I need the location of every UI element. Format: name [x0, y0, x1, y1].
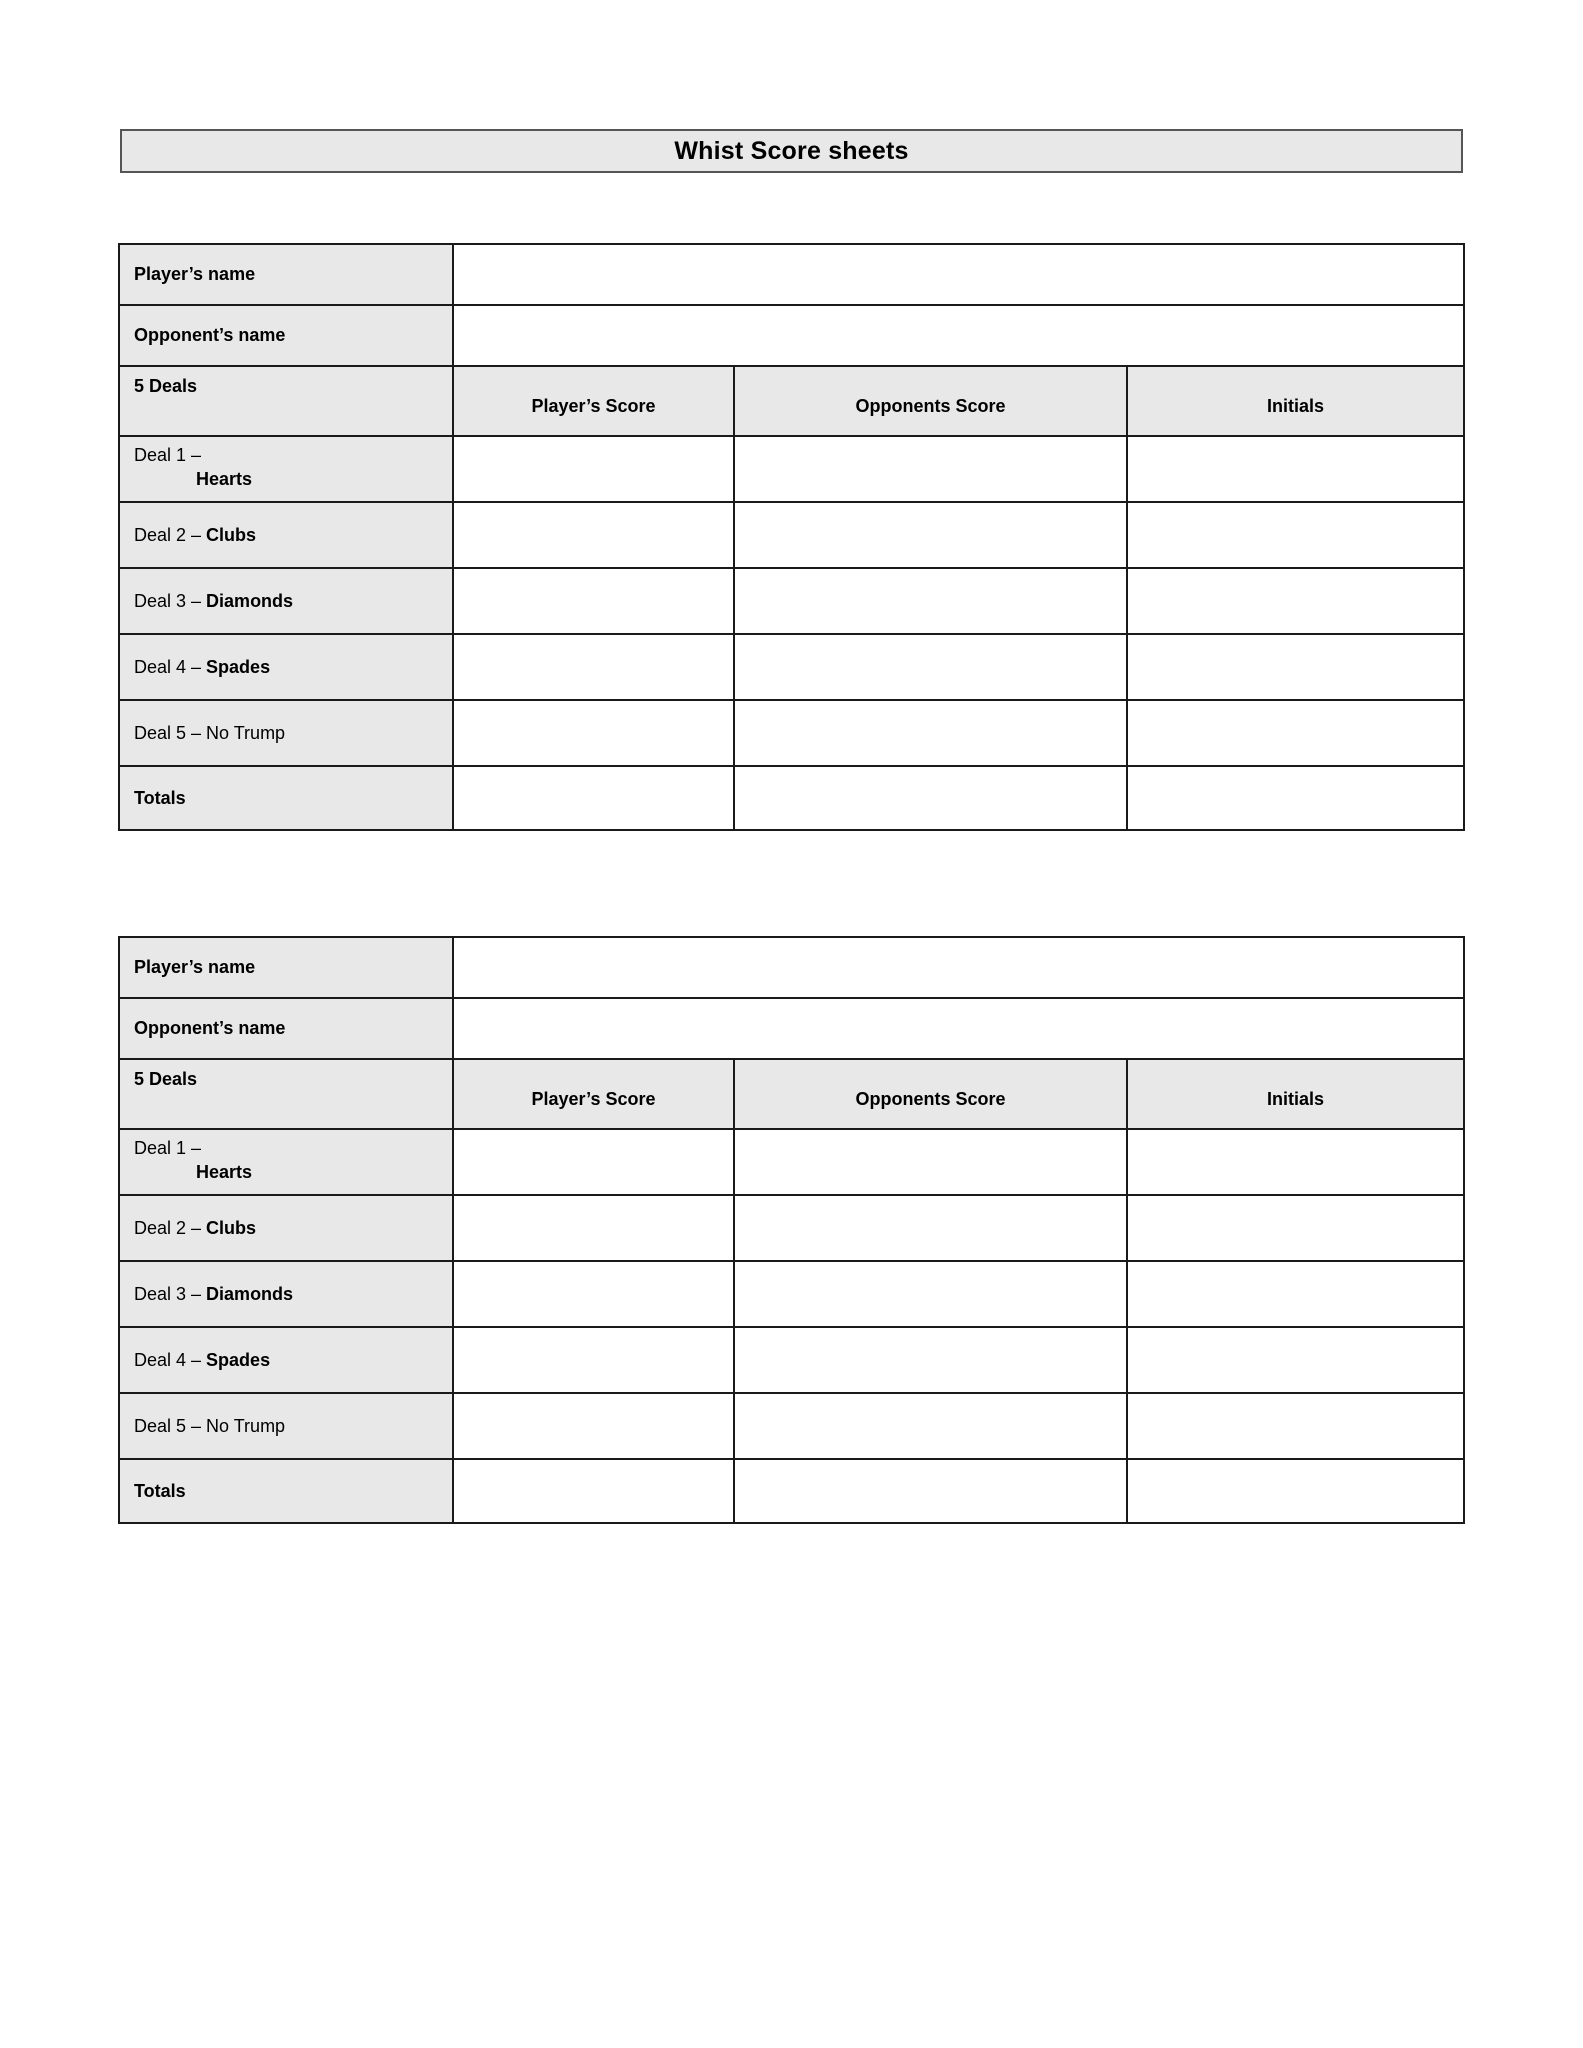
- deal-5-suit: No Trump: [206, 722, 286, 743]
- opponent-name-label: Opponent’s name: [119, 305, 453, 366]
- deal-2-prefix: Deal 2 –: [134, 524, 207, 545]
- header-initials: Initials: [1127, 1059, 1464, 1129]
- deal-row-2: [119, 502, 1464, 568]
- deal-2-label: [119, 1195, 453, 1261]
- deal-4-prefix: Deal 4 –: [134, 1349, 207, 1370]
- totals-opponents-score[interactable]: [734, 766, 1127, 830]
- deal-3-label: [119, 568, 453, 634]
- opponent-name-label: Opponent’s name: [119, 998, 453, 1059]
- player-name-input[interactable]: [453, 937, 1464, 998]
- deal-2-suit: Clubs: [206, 524, 257, 545]
- player-name-input[interactable]: [453, 244, 1464, 305]
- deal-row-3: [119, 568, 1464, 634]
- deal-2-opponents-score[interactable]: [734, 502, 1127, 568]
- deal-5-opponents-score[interactable]: [734, 700, 1127, 766]
- header-initials: Initials: [1127, 366, 1464, 436]
- deal-1-suit: Hearts: [196, 1162, 253, 1183]
- deal-3-initials[interactable]: [1127, 568, 1464, 634]
- opponent-name-row: [119, 998, 1464, 1059]
- deal-row-2: [119, 1195, 1464, 1261]
- header-opponents-score: Opponents Score: [734, 366, 1127, 436]
- page-title: Whist Score sheets: [674, 136, 909, 165]
- deal-2-initials[interactable]: [1127, 1195, 1464, 1261]
- score-sheet-table-1: [118, 243, 1465, 831]
- deal-row-5: [119, 700, 1464, 766]
- deal-4-opponents-score[interactable]: [734, 634, 1127, 700]
- deal-5-player-score[interactable]: [453, 1393, 734, 1459]
- deal-1-player-score[interactable]: [453, 1129, 734, 1195]
- deal-1-player-score[interactable]: [453, 436, 734, 502]
- deal-5-opponents-score[interactable]: [734, 1393, 1127, 1459]
- deal-3-prefix: Deal 3 –: [134, 1283, 207, 1304]
- totals-player-score[interactable]: [453, 1459, 734, 1523]
- deal-2-suit: Clubs: [206, 1217, 257, 1238]
- totals-label: Totals: [119, 1459, 453, 1523]
- column-header-row: [119, 1059, 1464, 1129]
- deal-1-prefix: Deal 1 –: [134, 445, 202, 465]
- deal-4-label: [119, 1327, 453, 1393]
- deal-3-opponents-score[interactable]: [734, 568, 1127, 634]
- deal-4-player-score[interactable]: [453, 634, 734, 700]
- player-name-label: Player’s name: [119, 937, 453, 998]
- document-title-banner: [120, 129, 1463, 173]
- column-header-row: [119, 366, 1464, 436]
- totals-row: [119, 766, 1464, 830]
- deal-row-5: [119, 1393, 1464, 1459]
- deal-2-initials[interactable]: [1127, 502, 1464, 568]
- deal-5-prefix: Deal 5 –: [134, 722, 207, 743]
- opponent-name-input[interactable]: [453, 305, 1464, 366]
- player-name-label: Player’s name: [119, 244, 453, 305]
- totals-opponents-score[interactable]: [734, 1459, 1127, 1523]
- deal-3-initials[interactable]: [1127, 1261, 1464, 1327]
- header-opponents-score: Opponents Score: [734, 1059, 1127, 1129]
- deal-5-player-score[interactable]: [453, 700, 734, 766]
- deal-1-initials[interactable]: [1127, 436, 1464, 502]
- deal-4-initials[interactable]: [1127, 1327, 1464, 1393]
- deal-row-1: [119, 436, 1464, 502]
- deal-5-initials[interactable]: [1127, 1393, 1464, 1459]
- player-name-row: [119, 937, 1464, 998]
- deal-3-player-score[interactable]: [453, 568, 734, 634]
- header-player-score: Player’s Score: [453, 1059, 734, 1129]
- deal-1-opponents-score[interactable]: [734, 436, 1127, 502]
- deal-3-suit: Diamonds: [206, 590, 294, 611]
- player-name-row: [119, 244, 1464, 305]
- header-player-score: Player’s Score: [453, 366, 734, 436]
- deal-5-label: [119, 1393, 453, 1459]
- deal-2-opponents-score[interactable]: [734, 1195, 1127, 1261]
- deal-3-prefix: Deal 3 –: [134, 590, 207, 611]
- deal-3-suit: Diamonds: [206, 1283, 294, 1304]
- deal-5-suit: No Trump: [206, 1415, 286, 1436]
- totals-initials[interactable]: [1127, 1459, 1464, 1523]
- totals-initials[interactable]: [1127, 766, 1464, 830]
- totals-label: Totals: [119, 766, 453, 830]
- deals-count-label: 5 Deals: [119, 1059, 453, 1129]
- deal-3-label: [119, 1261, 453, 1327]
- deal-4-suit: Spades: [206, 1349, 271, 1370]
- deal-row-4: [119, 1327, 1464, 1393]
- deal-4-initials[interactable]: [1127, 634, 1464, 700]
- deal-row-4: [119, 634, 1464, 700]
- deal-5-prefix: Deal 5 –: [134, 1415, 207, 1436]
- deal-1-label: [119, 436, 453, 502]
- deal-4-suit: Spades: [206, 656, 271, 677]
- deal-1-suit: Hearts: [196, 469, 253, 490]
- deal-2-prefix: Deal 2 –: [134, 1217, 207, 1238]
- opponent-name-row: [119, 305, 1464, 366]
- deal-2-player-score[interactable]: [453, 1195, 734, 1261]
- deal-2-player-score[interactable]: [453, 502, 734, 568]
- deal-4-prefix: Deal 4 –: [134, 656, 207, 677]
- deal-3-opponents-score[interactable]: [734, 1261, 1127, 1327]
- deal-2-label: [119, 502, 453, 568]
- deals-count-label: 5 Deals: [119, 366, 453, 436]
- deal-1-opponents-score[interactable]: [734, 1129, 1127, 1195]
- deal-5-label: [119, 700, 453, 766]
- deal-1-prefix: Deal 1 –: [134, 1138, 202, 1158]
- deal-3-player-score[interactable]: [453, 1261, 734, 1327]
- deal-row-1: [119, 1129, 1464, 1195]
- deal-4-player-score[interactable]: [453, 1327, 734, 1393]
- deal-1-initials[interactable]: [1127, 1129, 1464, 1195]
- score-sheet-table-2: [118, 936, 1465, 1524]
- deal-1-label: [119, 1129, 453, 1195]
- totals-player-score[interactable]: [453, 766, 734, 830]
- totals-row: [119, 1459, 1464, 1523]
- deal-4-label: [119, 634, 453, 700]
- deal-5-initials[interactable]: [1127, 700, 1464, 766]
- deal-row-3: [119, 1261, 1464, 1327]
- opponent-name-input[interactable]: [453, 998, 1464, 1059]
- deal-4-opponents-score[interactable]: [734, 1327, 1127, 1393]
